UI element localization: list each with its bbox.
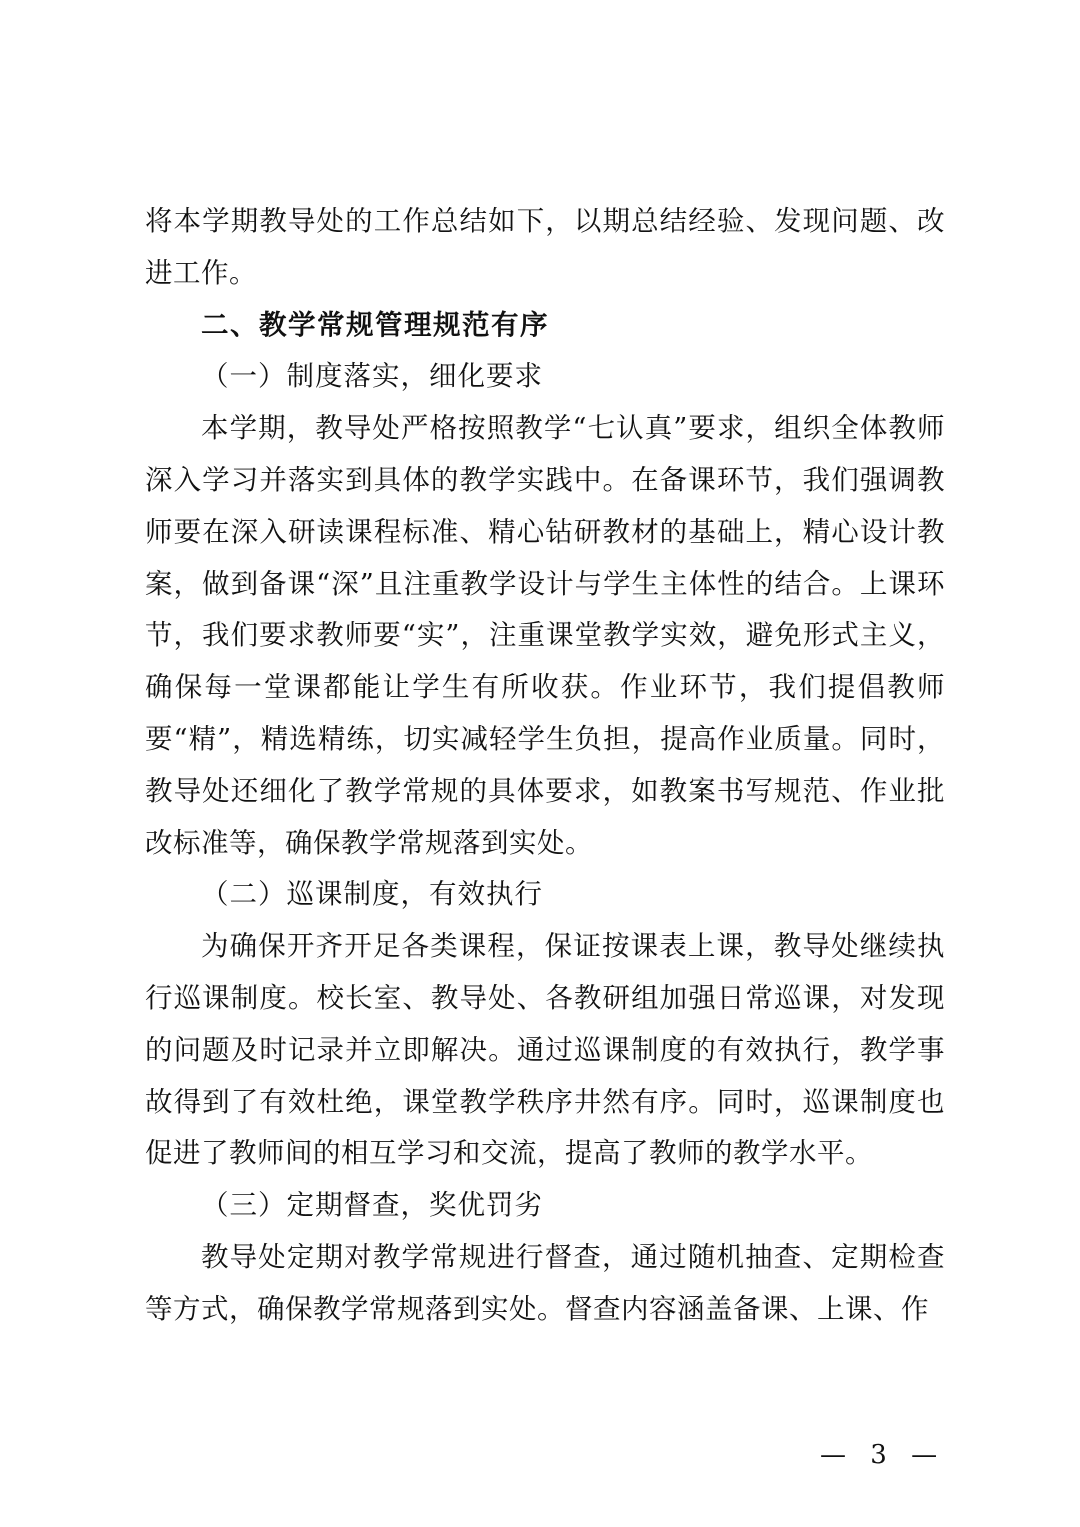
subsection-1-paragraph: 本学期，教导处严格按照教学“七认真”要求，组织全体教师深入学习并落实到具体的教学实践中。在备课环节，我们强调教师要在深入研读课程标准、精心钻研教材的基础上，精心设计教案，做到备课“深”且注重教学设计与学生主体性的结合。上课环节，我们要求教师要“实”，注重课堂教学实效，避免形式主义，确保每一堂课都能让学生有所收获。作业环节，我们提倡教师要“精”，精选精练，切实减轻学生负担，提高作业质量。同时，教导处还细化了教学常规的具体要求，如教案书写规范、作业批改标准等，确保教学常规落到实处。 [145, 412, 945, 859]
subsection-3-heading: （三）定期督查，奖优罚劣 [201, 1189, 543, 1222]
subsection-2-heading: （二）巡课制度，有效执行 [201, 878, 543, 911]
subsection-2-paragraph: 为确保开齐开足各类课程，保证按课表上课，教导处继续执行巡课制度。校长室、教导处、各教研组加强日常巡课，对发现的问题及时记录并立即解决。通过巡课制度的有效执行，教学事故得到了有效杜绝，课堂教学秩序井然有序。同时，巡课制度也促进了教师间的相互学习和交流，提高了教师的教学水平。 [145, 930, 945, 1170]
intro-continuation-paragraph: 将本学期教导处的工作总结如下，以期总结经验、发现问题、改进工作。 [145, 205, 945, 289]
document-body [145, 196, 945, 1336]
subsection-1-heading: （一）制度落实，细化要求 [201, 360, 543, 393]
subsection-3-paragraph: 教导处定期对教学常规进行督查，通过随机抽查、定期检查等方式，确保教学常规落到实处。督查内容涵盖备课、上课、作 [145, 1240, 945, 1325]
page-number: — 3 — [820, 1440, 946, 1470]
section-2-heading: 二、教学常规管理规范有序 [201, 308, 549, 341]
